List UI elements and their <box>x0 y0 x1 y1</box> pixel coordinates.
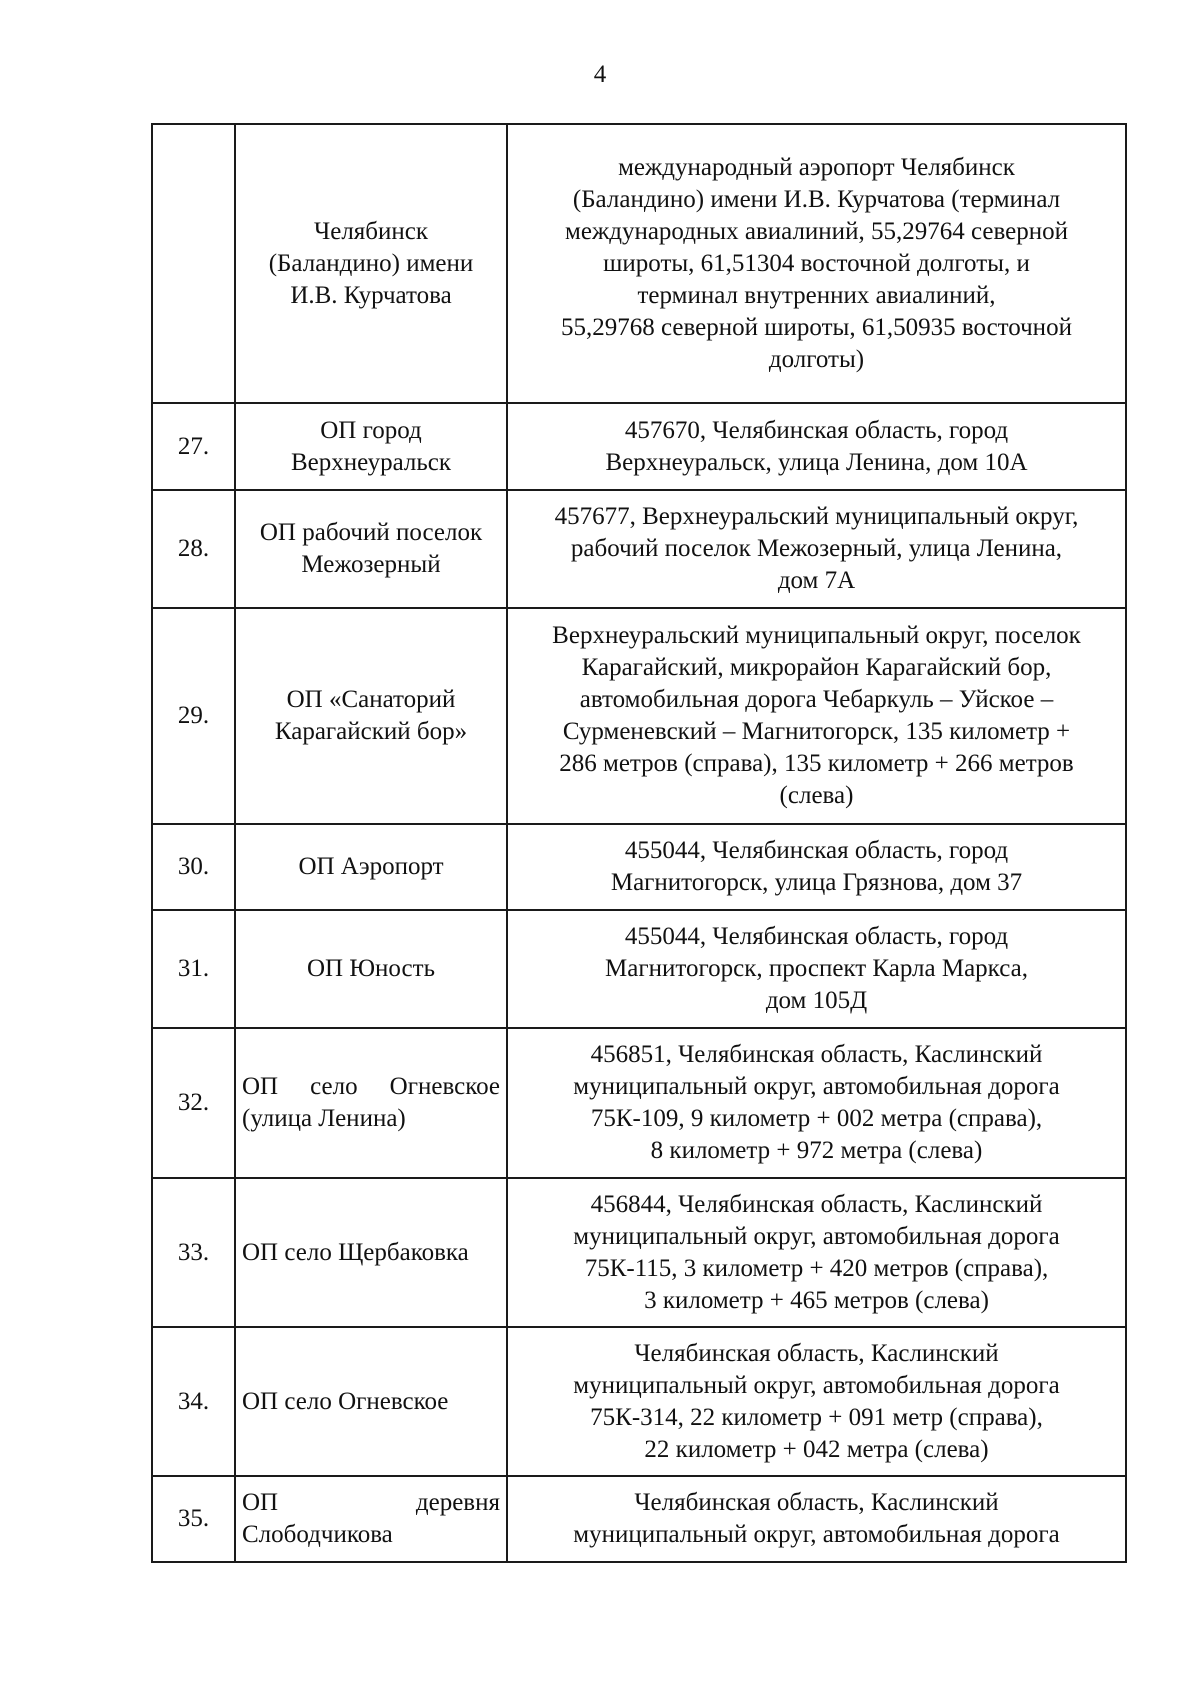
table-row <box>152 1476 1126 1562</box>
row-number-cell: 30. <box>152 824 235 910</box>
address-line: 75К-109, 9 километр + 002 метра (справа), <box>590 1105 1043 1132</box>
address-line: (Баландино) имени И.В. Курчатова (терминал <box>572 185 1061 213</box>
table-row <box>152 1327 1126 1476</box>
address-line: Челябинская область, Каслинский <box>634 1339 999 1367</box>
address-line: муниципальный округ, автомобильная дорога <box>573 1371 1060 1399</box>
address-line: рабочий поселок Межозерный, улица Ленина, <box>570 535 1063 562</box>
table-row <box>152 403 1126 490</box>
stops-table <box>151 123 1127 1563</box>
page-number: 4 <box>593 61 607 88</box>
address-line: 75К-115, 3 километр + 420 метров (справа), <box>584 1254 1049 1282</box>
row-number-cell: 29. <box>152 608 235 824</box>
stop-name-cell <box>235 910 507 1028</box>
stop-name-word: ОП <box>242 1489 279 1516</box>
address-cell <box>507 1476 1126 1562</box>
address-line: Сурменевский – Магнитогорск, 135 километр + <box>562 718 1071 745</box>
address-line: Магнитогорск, улица Грязнова, дом 37 <box>610 869 1023 896</box>
address-line: 286 метров (справа), 135 километр + 266 метров <box>559 750 1074 777</box>
stop-name-line: ОП село Щербаковка <box>242 1238 469 1266</box>
address-cell <box>507 1327 1126 1476</box>
stop-name-cell <box>235 1476 507 1562</box>
stop-name-line: Межозерный <box>301 551 441 578</box>
address-line: международных авиалиний, 55,29764 северной <box>565 217 1068 245</box>
stop-name-cell <box>235 1178 507 1327</box>
address-line: Магнитогорск, проспект Карла Маркса, <box>605 955 1028 982</box>
table-row <box>152 1028 1126 1178</box>
address-line: 3 километр + 465 метров (слева) <box>644 1286 989 1314</box>
stop-name-line: (Баландино) имени <box>268 249 474 277</box>
address-cell <box>507 124 1126 403</box>
address-line: дом 105Д <box>765 987 868 1014</box>
address-line: 55,29768 северной широты, 61,50935 восточной <box>561 313 1072 341</box>
address-line: 455044, Челябинская область, город <box>624 923 1009 950</box>
address-line: терминал внутренних авиалиний, <box>637 281 996 309</box>
stop-name-line: ОП Аэропорт <box>298 853 444 880</box>
stop-name-line: ОП село Огневское <box>242 1073 500 1100</box>
address-line: 456851, Челябинская область, Каслинский <box>590 1041 1043 1068</box>
address-cell <box>507 608 1126 824</box>
address-line: (слева) <box>779 782 854 809</box>
stop-name-line: И.В. Курчатова <box>290 281 452 309</box>
row-number-cell: 35. <box>152 1476 235 1562</box>
table-row <box>152 824 1126 910</box>
stop-name-line: Челябинск <box>313 217 429 245</box>
address-line: 456844, Челябинская область, Каслинский <box>590 1190 1043 1218</box>
stop-name-line: ОП село Огневское <box>242 1387 449 1415</box>
row-number-cell <box>152 124 235 403</box>
address-line: широты, 61,51304 восточной долготы, и <box>603 249 1030 277</box>
address-line: 22 километр + 042 метра (слева) <box>644 1435 989 1463</box>
address-cell <box>507 490 1126 608</box>
table-row <box>152 910 1126 1028</box>
table-row <box>152 608 1126 824</box>
stop-name-cell <box>235 490 507 608</box>
address-line: 8 километр + 972 метра (слева) <box>650 1137 983 1164</box>
stop-name-line: ОП Юность <box>307 955 435 982</box>
address-line: 457670, Челябинская область, город <box>624 416 1009 444</box>
table-row <box>152 124 1126 403</box>
row-number-cell: 32. <box>152 1028 235 1178</box>
stop-name-line: (улица Ленина) <box>242 1105 406 1132</box>
stop-name-cell <box>235 403 507 490</box>
row-number-cell: 34. <box>152 1327 235 1476</box>
stop-name-line: ОП город <box>320 416 422 444</box>
address-cell <box>507 824 1126 910</box>
table-row <box>152 490 1126 608</box>
address-line: муниципальный округ, автомобильная дорога <box>573 1521 1060 1548</box>
stop-name-line: ОП рабочий поселок <box>259 519 483 546</box>
row-number-cell: 33. <box>152 1178 235 1327</box>
stop-name-line: ОП «Санаторий <box>286 686 456 713</box>
address-line: долготы) <box>768 345 865 373</box>
stop-name-line: Слободчикова <box>242 1521 393 1548</box>
stop-name-line <box>242 1487 500 1519</box>
address-line: Верхнеуральский муниципальный округ, поселок <box>552 622 1081 649</box>
address-line: муниципальный округ, автомобильная дорога <box>573 1073 1060 1100</box>
address-line: Челябинская область, Каслинский <box>634 1489 999 1516</box>
stop-name-cell <box>235 824 507 910</box>
address-line: 455044, Челябинская область, город <box>624 837 1009 864</box>
stop-name-cell <box>235 1327 507 1476</box>
address-line: дом 7А <box>777 567 856 594</box>
address-line: международный аэропорт Челябинск <box>618 153 1015 181</box>
address-line: 75К-314, 22 километр + 091 метр (справа), <box>590 1403 1043 1431</box>
stop-name-word: деревня <box>415 1489 500 1516</box>
stop-name-line: Карагайский бор» <box>274 718 468 745</box>
stop-name-cell <box>235 124 507 403</box>
stop-name-cell <box>235 608 507 824</box>
table-row <box>152 1178 1126 1327</box>
address-line: Верхнеуральск, улица Ленина, дом 10А <box>605 448 1028 476</box>
row-number-cell: 27. <box>152 403 235 490</box>
address-line: 457677, Верхнеуральский муниципальный округ, <box>554 503 1079 530</box>
address-cell <box>507 403 1126 490</box>
address-line: автомобильная дорога Чебаркуль – Уйское – <box>579 686 1054 713</box>
row-number-cell: 28. <box>152 490 235 608</box>
address-line: Карагайский, микрорайон Карагайский бор, <box>581 654 1052 681</box>
address-cell <box>507 910 1126 1028</box>
row-number-cell: 31. <box>152 910 235 1028</box>
address-line: муниципальный округ, автомобильная дорога <box>573 1222 1060 1250</box>
address-cell <box>507 1028 1126 1178</box>
address-cell <box>507 1178 1126 1327</box>
stop-name-cell <box>235 1028 507 1178</box>
stop-name-line: Верхнеуральск <box>290 448 452 476</box>
